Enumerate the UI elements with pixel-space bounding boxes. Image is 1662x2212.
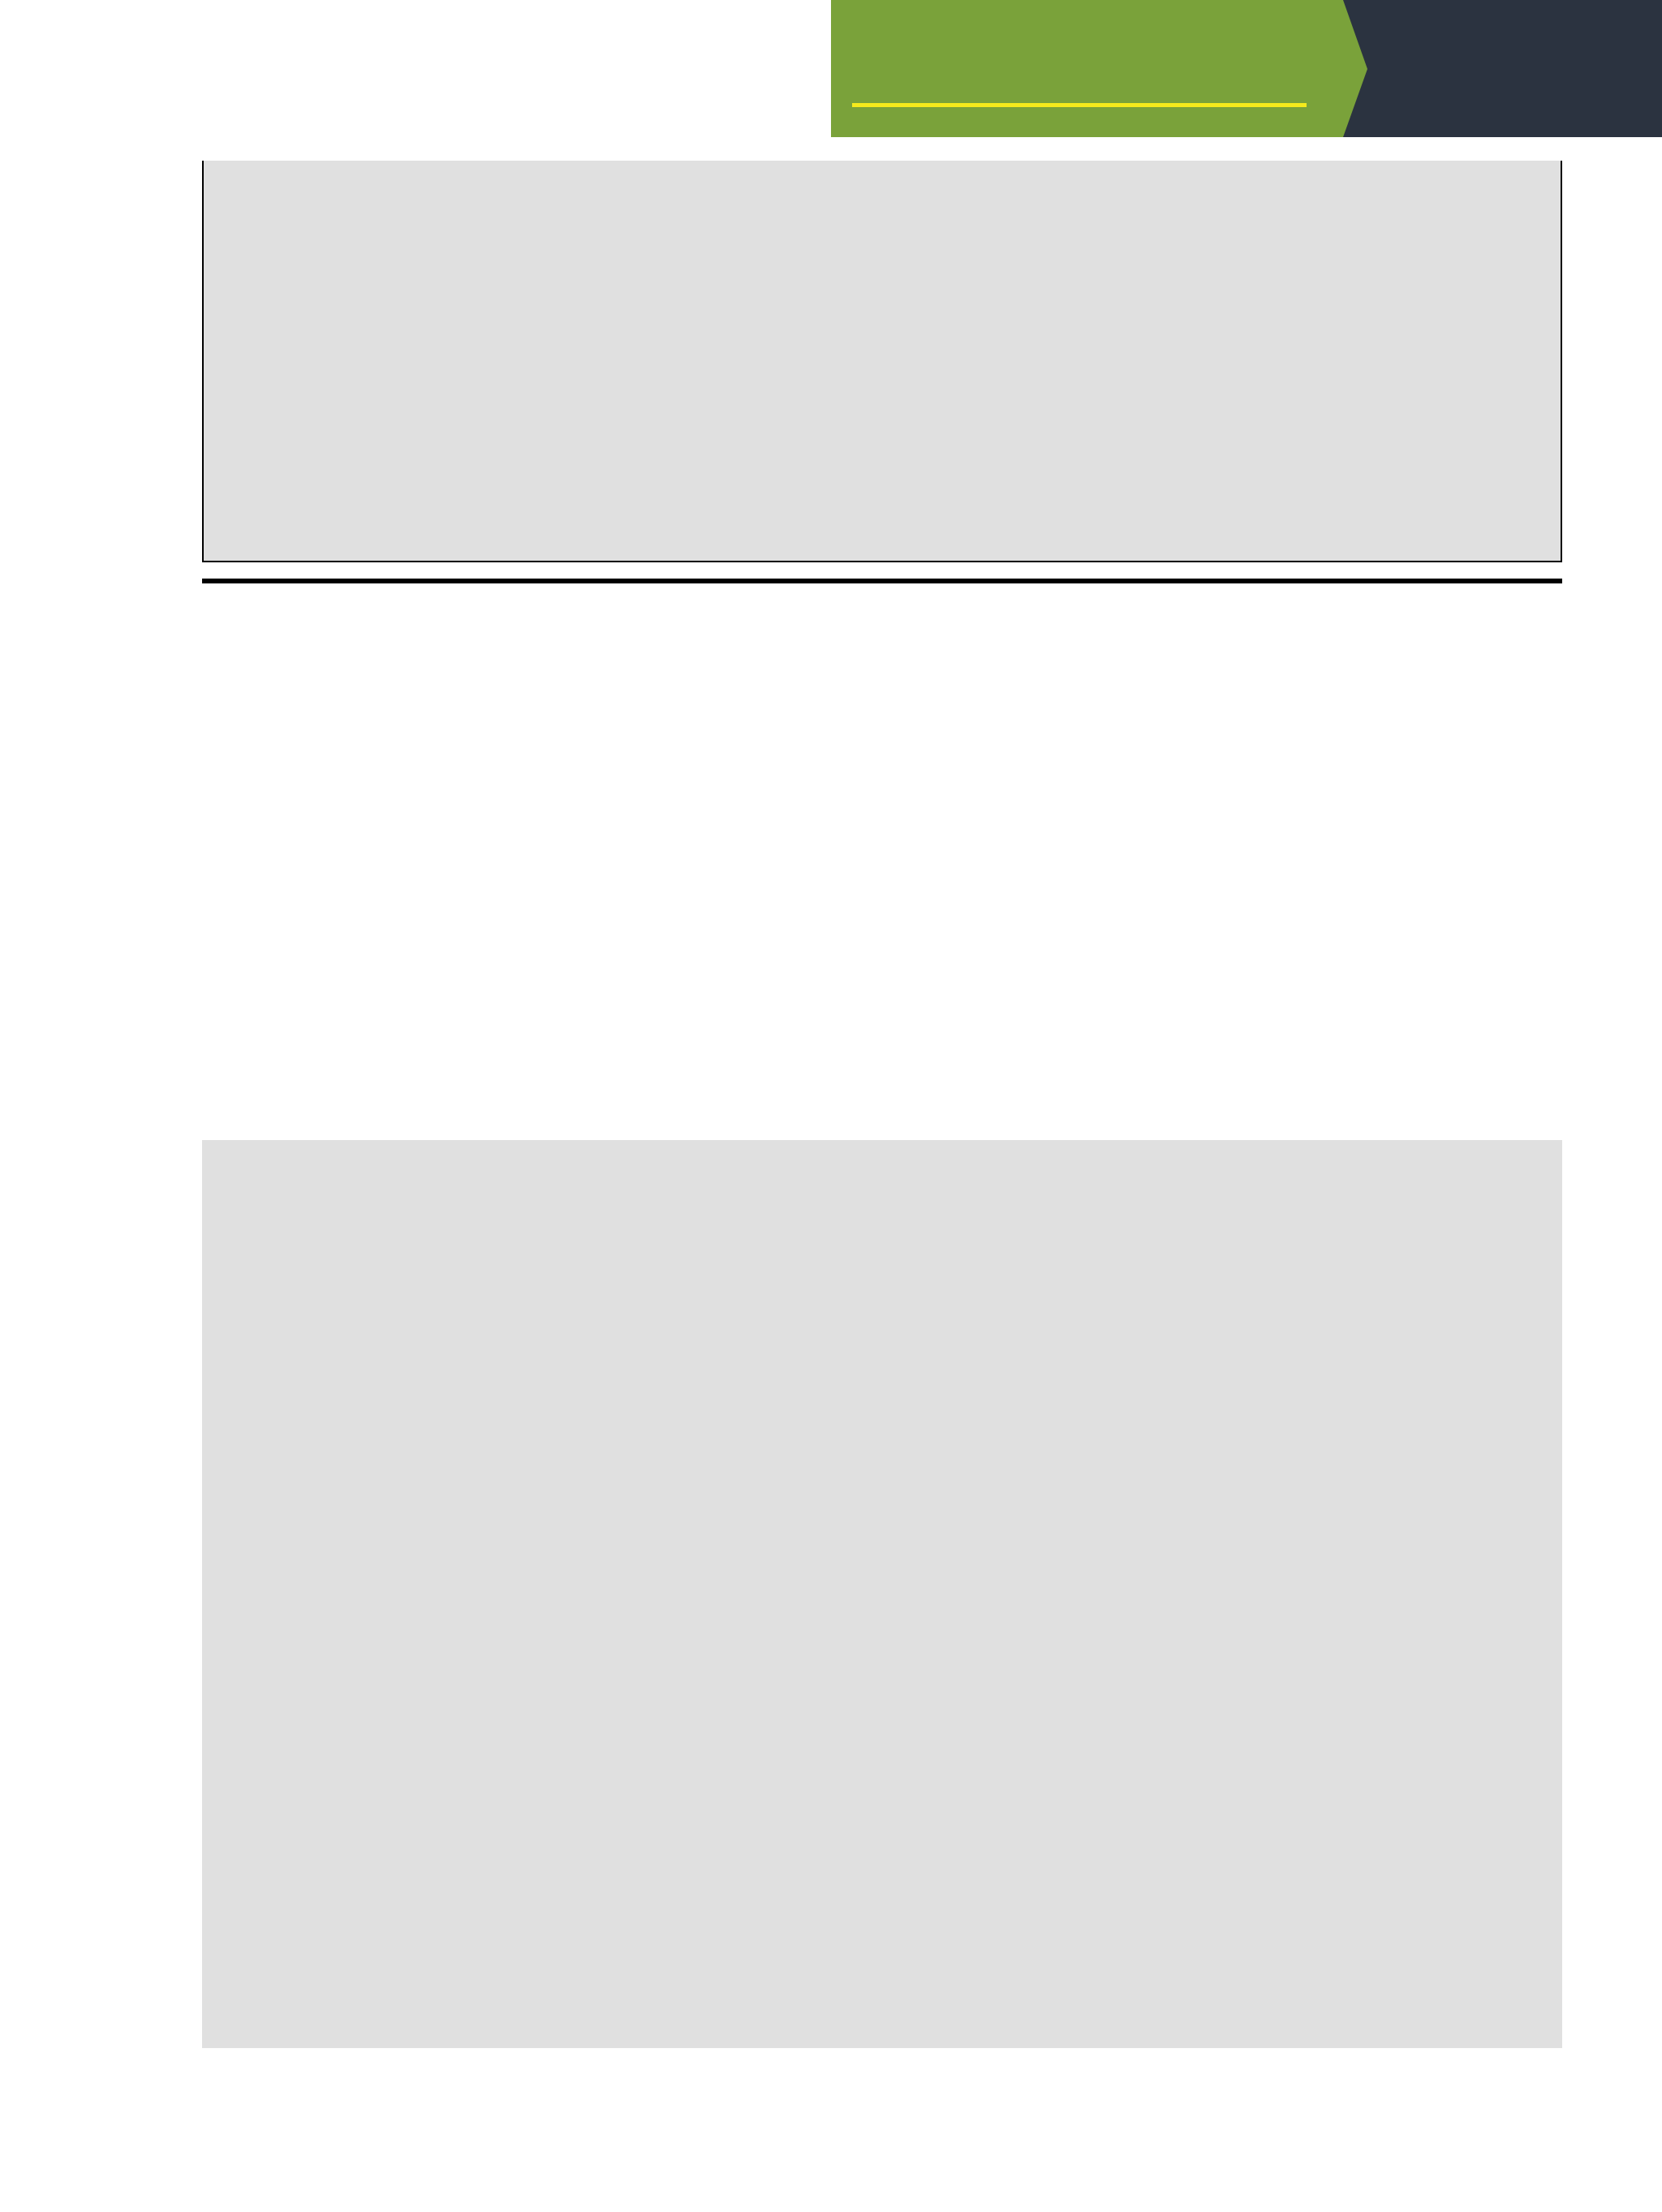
ad-banner[interactable] [831, 0, 1662, 137]
section-divider [202, 579, 1562, 583]
ad-features-list [1343, 0, 1662, 137]
script-code-block [202, 1140, 1562, 2048]
epigraph-quote [812, 699, 1429, 736]
ad-brand-panel[interactable] [831, 0, 1343, 137]
ad-logo-underline [852, 103, 1307, 107]
terminal-session-block [202, 161, 1562, 562]
ad-arrow-shape [1343, 0, 1367, 137]
